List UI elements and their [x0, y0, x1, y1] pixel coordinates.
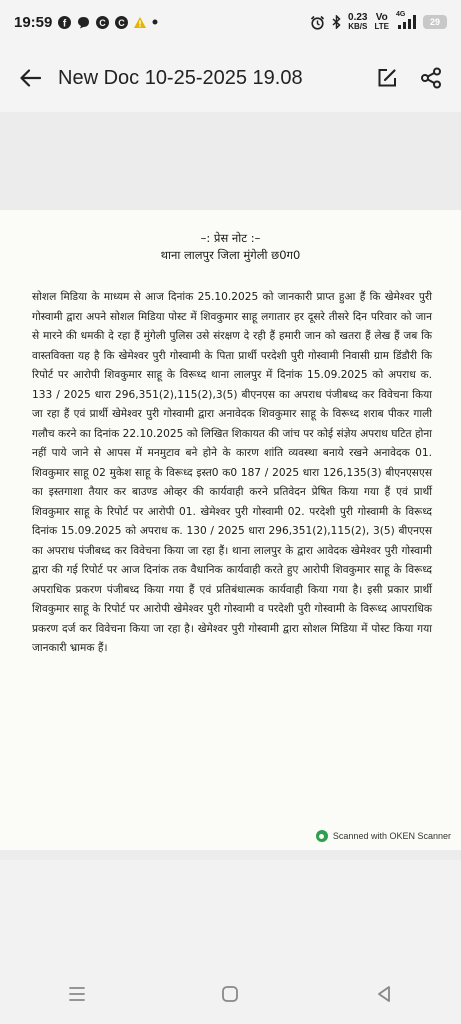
status-bar-left — [14, 14, 158, 31]
document-page[interactable] — [0, 210, 461, 850]
share-button[interactable] — [413, 60, 449, 96]
back-nav-button[interactable] — [364, 974, 404, 1014]
net-speed — [348, 13, 367, 31]
document-body: सोशल मिडिया के माध्यम से आज दिनांक 25.10.2025 को जानकारी प्राप्त हुआ हैं कि खेमेश्वर पुरी गोस्वामी द्वारा अपने सोशल मिडिया पोस्ट में शिवकुमार साहू लगातार हर दूसरे तीसरे दिन परिवार को जान से मारने की धमकी दे रहा हैं मुंगेली पुलिस उसे संरक्षण दे रही हैं हमारी जान को खतरा हैं लेख हैं जब कि वास्तविक्ता यह है कि खेमेश्वर पुरी गोस्वामी के पिता प्रार्थी परदेशी पुरी गोस्वामी निवासी ग्राम डिंडौरी कि रिपोर्ट पर आरोपी शिवकुमार साहू के विरूध्द थाना लालपुर में दिनांक 15.09.2025 को अपराध क. 133 / 2025 धारा 296,351(2),115(2),3(5) बीएनएस का अपराध पंजीबध्द कर विवेचना किया जा रहा हैं एवं प्रार्थी खेमेश्वर पुरी गोस्वामी द्वारा अनावेदक शिवकुमार साहू के विरूध्द शराब पीकर गाली गलौच करने का दिनांक 22.10.2025 को लिखित शिकायत की जांच पर कोई संज्ञेय अपराध घटित होना नहीं पाये जाने से आपस में मनमुटाव बने होने के कारण शांति व्यवस्था बनाये रखने अनावेदक 01. शिवकुमार साहू 02 मुकेश साहू के विरूध्द इस्त0 क0 187 / 2025 धारा 126,135(3) बीएनएसएस का इस्तगाशा तैयार कर बाउण्ड ओव्हर की कार्यवाही करने प्रतिवेदन प्रेषित किया गया हैं एवं प्रार्थी शिवकुमार साहू के रिपोर्ट पर आरोपी 01. खेमेश्वर पुरी गोस्वामी 02. परदेशी पुरी गोस्वामी के विरूध्द दिनांक 15.09.2025 को अपराध क. 130 / 2025 धारा 296,351(2),115(2), 3(5) बीएनएस का अपराध पंजीबध्द कर विवेचना किया जा रहा हैं। थाना लालपुर के द्वारा आवेदक खेमेश्वर पुरी गोस्वामी द्वारा की गई रिपोर्ट पर आज दिनांक तक वैधानिक कार्यवाही करते हुए आरोपी शिवकुमार साहू के विरूध्द अपराधिक प्रकरण पंजीबध्द किया गया हैं एवं प्रतिबंधात्मक कार्यवाही किया गया है। इसी प्रकार प्रार्थी शिवकुमार साहू के रिपोर्ट पर आरोपी खेमेश्वर पुरी गोस्वामी व परदेशी पुरी गोस्वामी के विरूध्द आपराधिक प्रकरण दर्ज कर विवेचना किया जा रहा है। खेमेश्वर पुरी गोस्वामी द्वारा सोशल मिडिया में पोस्ट किया गया जानकारी भ्रामक हैं। — [32, 291, 432, 654]
back-button[interactable] — [12, 60, 48, 96]
status-bar — [0, 0, 461, 44]
status-bar-right — [310, 13, 447, 31]
svg-text:C: C — [118, 17, 126, 28]
scanner-watermark — [316, 830, 451, 842]
share-icon — [420, 67, 442, 89]
warning-icon — [134, 17, 146, 28]
app-bar — [0, 44, 461, 112]
svg-text:f: f — [63, 18, 67, 29]
chat-icon — [77, 16, 90, 29]
watermark-text: Scanned with OKEN Scanner — [332, 831, 451, 841]
oken-logo-icon — [316, 830, 328, 842]
volte-bottom: LTE — [374, 22, 389, 31]
recent-apps-button[interactable] — [57, 974, 97, 1014]
document-heading: –: प्रेस नोट :– — [200, 231, 261, 245]
svg-text:C: C — [99, 17, 107, 28]
document-subheading: थाना लालपुर जिला मुंगेली छ0ग0 — [160, 248, 301, 262]
home-button[interactable] — [210, 974, 250, 1014]
signal-icon — [396, 11, 416, 29]
document-title: New Doc 10-25-2025 19.08 — [58, 66, 303, 89]
back-arrow-icon — [19, 69, 41, 87]
c-app-icon — [96, 16, 109, 29]
navigation-bar — [0, 964, 461, 1024]
edit-icon — [377, 68, 397, 88]
status-time: 19:59 — [14, 13, 53, 31]
back-icon — [376, 985, 392, 1003]
battery-indicator — [423, 15, 447, 29]
dot-icon — [152, 19, 158, 25]
document-viewer[interactable] — [0, 112, 461, 860]
volte-top: Vo — [375, 12, 388, 23]
edit-button[interactable] — [369, 60, 405, 96]
home-icon — [221, 985, 239, 1003]
menu-icon — [68, 986, 86, 1002]
facebook-icon — [58, 16, 71, 29]
c-app-icon — [115, 16, 128, 29]
network-type: 4G — [396, 11, 406, 18]
alarm-icon — [310, 15, 325, 30]
document-header — [0, 230, 461, 264]
bluetooth-icon — [332, 15, 341, 29]
net-speed-value: 0.23 — [348, 12, 368, 23]
battery-level: 29 — [429, 17, 440, 27]
net-speed-unit: KB/S — [348, 22, 368, 31]
volte-indicator — [374, 13, 389, 31]
